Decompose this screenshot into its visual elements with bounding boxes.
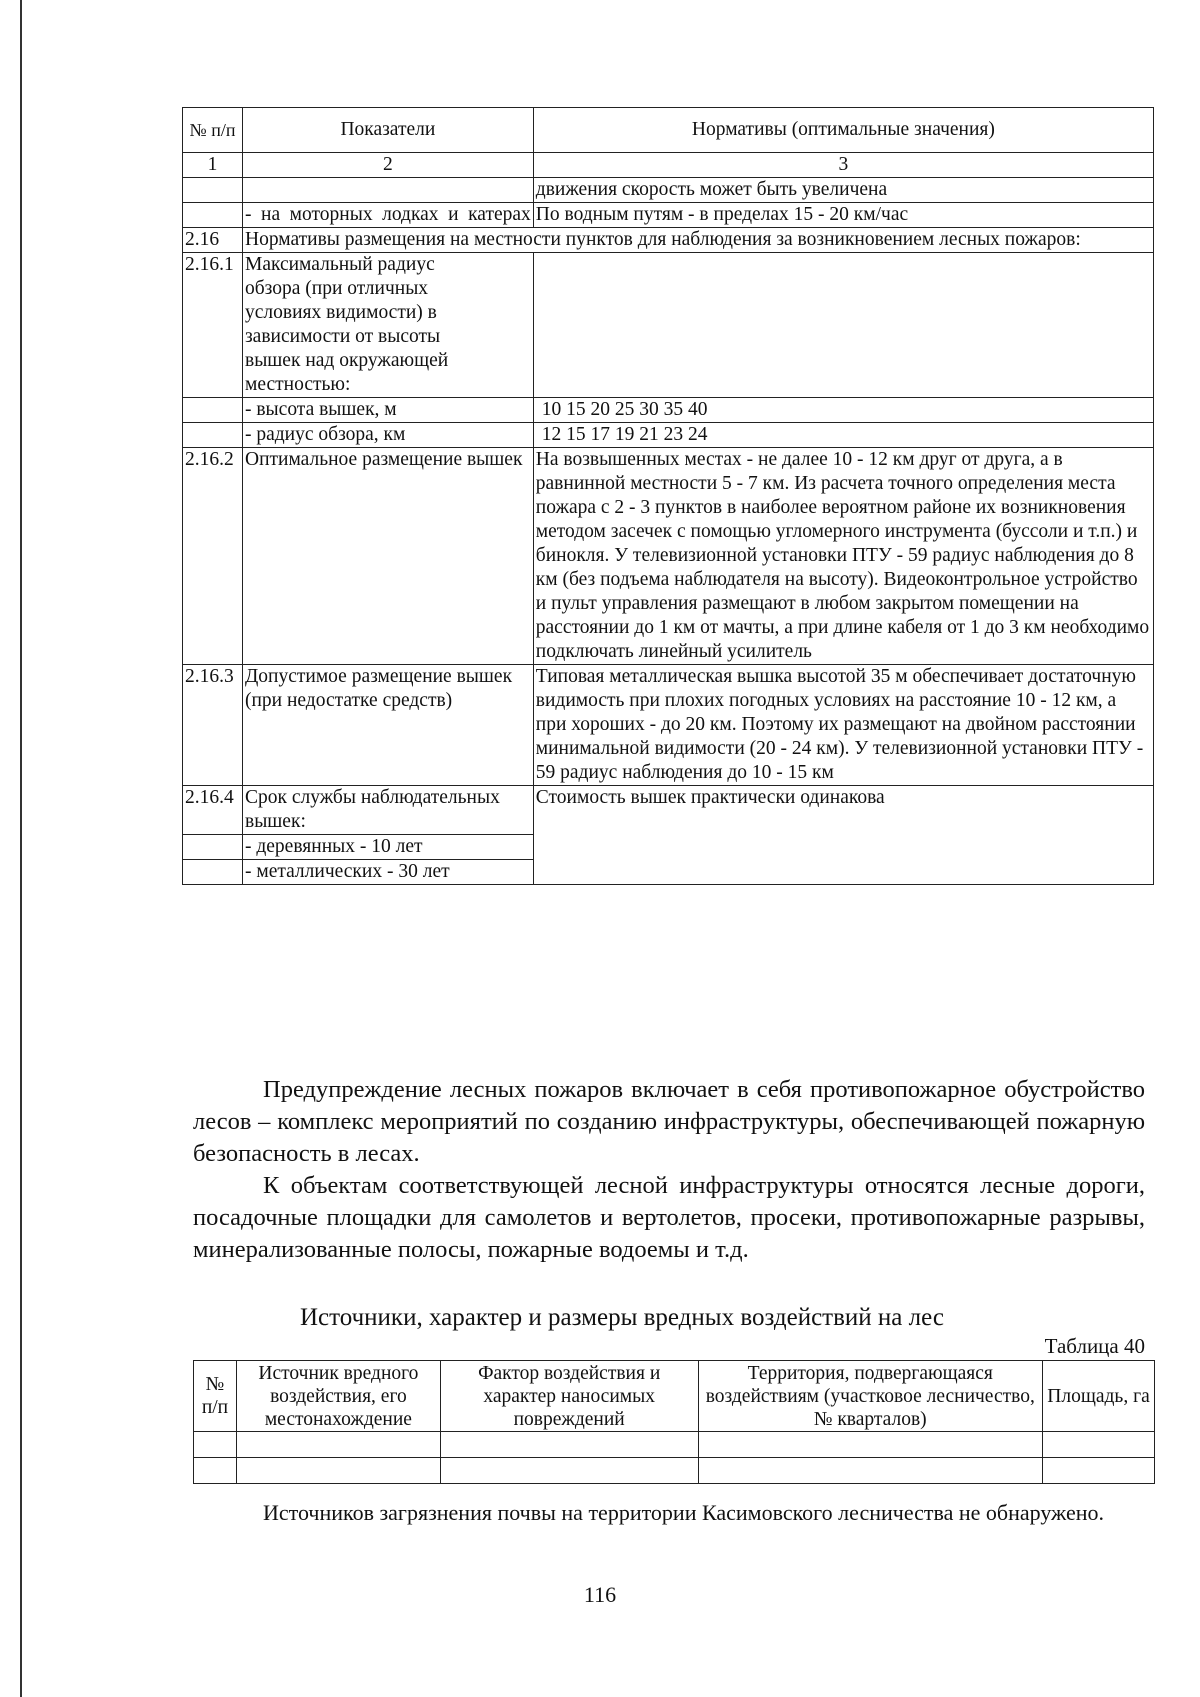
table-caption: Источники, характер и размеры вредных воздействий на лес bbox=[300, 1304, 944, 1331]
body-paragraphs bbox=[193, 1074, 1145, 1266]
table-row bbox=[183, 253, 1154, 398]
header-factor: Фактор воздействия и характер наносимых повреждений bbox=[440, 1361, 698, 1432]
row-num: 2.16.2 bbox=[183, 448, 243, 665]
closing-note bbox=[193, 1498, 1145, 1527]
row-num: 2.16.4 bbox=[183, 786, 243, 835]
page-number: 116 bbox=[583, 1582, 617, 1607]
col-number-2: 2 bbox=[242, 153, 533, 178]
row-indicator: Оптимальное размещение вышек bbox=[242, 448, 533, 665]
row-value: На возвышенных местах - не далее 10 - 12 км друг от друга, а в равнинной местности 5 - 7 км. Из расчета точного определения места пожара с 2 - 3 пунктов в наиболее вероятном районе их возникновения методом засечек с помощью угломерного инструмента (буссоли и т.п.) и бинокля. У телевизионной установки ПТУ - 59 радиус наблюдения до 8 км (без подъема наблюдателя на высоту). Видеоконтрольное устройство и пульт управления размещают в любом закрытом помещении на расстоянии до 1 км от мачты, а при длине кабеля от 1 до 3 км необходимо подключать линейный усилитель bbox=[533, 448, 1153, 665]
row-value: По водным путям - в пределах 15 - 20 км/час bbox=[533, 203, 1153, 228]
row-indicator: Срок службы наблюдательных вышек: bbox=[242, 786, 533, 835]
row-value bbox=[533, 253, 1153, 398]
header-num: № п/п bbox=[183, 108, 243, 153]
empty-cell bbox=[194, 1432, 237, 1458]
row-indicator: - радиус обзора, км bbox=[242, 423, 533, 448]
table-row bbox=[194, 1432, 1155, 1458]
header-territory: Территория, подвергающаяся воздействиям (участковое лесничество, № кварталов) bbox=[698, 1361, 1043, 1432]
table-row bbox=[194, 1458, 1155, 1484]
row-indicator: - на моторных лодках и катерах bbox=[242, 203, 533, 228]
row-num: 2.16.3 bbox=[183, 665, 243, 786]
table-row bbox=[183, 423, 1154, 448]
header-num: № п/п bbox=[194, 1361, 237, 1432]
empty-cell bbox=[236, 1458, 440, 1484]
table-row bbox=[183, 203, 1154, 228]
table-row bbox=[183, 665, 1154, 786]
row-indicator: - деревянных - 10 лет bbox=[242, 835, 533, 860]
row-value: 10 15 20 25 30 35 40 bbox=[533, 398, 1153, 423]
table-row bbox=[183, 228, 1154, 253]
row-value: Типовая металлическая вышка высотой 35 м обеспечивает достаточную видимость при плохих погодных условиях на расстояние 10 - 12 км, а при хороших - до 20 км. Поэтому их размещают на двойном расстоянии минимальной видимости (20 - 24 км). У телевизионной установки ПТУ - 59 радиус наблюдения до 10 - 15 км bbox=[533, 665, 1153, 786]
table-row bbox=[183, 786, 1154, 835]
norms-table bbox=[182, 107, 1154, 885]
row-value: 12 15 17 19 21 23 24 bbox=[533, 423, 1153, 448]
col-number-3: 3 bbox=[533, 153, 1153, 178]
header-source: Источник вредного воздействия, его местонахождение bbox=[236, 1361, 440, 1432]
row-indicator: - высота вышек, м bbox=[242, 398, 533, 423]
table-label: Таблица 40 bbox=[1044, 1334, 1145, 1358]
table-row bbox=[183, 178, 1154, 203]
column-number-row bbox=[183, 153, 1154, 178]
empty-cell bbox=[1043, 1432, 1155, 1458]
impact-table bbox=[193, 1360, 1155, 1484]
row-indicator: - металлических - 30 лет bbox=[242, 860, 533, 885]
empty-cell bbox=[698, 1458, 1043, 1484]
impact-table-header bbox=[194, 1361, 1155, 1432]
closing-paragraph: Источников загрязнения почвы на территории Касимовского лесничества не обнаружено. bbox=[263, 1500, 1105, 1525]
empty-cell bbox=[194, 1458, 237, 1484]
norms-table-header bbox=[183, 108, 1154, 153]
header-area: Площадь, га bbox=[1043, 1361, 1155, 1432]
row-indicator: Допустимое размещение вышек (при недостатке средств) bbox=[242, 665, 533, 786]
row-indicator bbox=[242, 178, 533, 203]
row-num bbox=[183, 178, 243, 203]
row-value: Стоимость вышек практически одинакова bbox=[533, 786, 1153, 885]
empty-cell bbox=[440, 1432, 698, 1458]
paragraph-fire-prevention: Предупреждение лесных пожаров включает в себя противопожарное обустройство лесов – комплекс мероприятий по созданию инфраструктуры, обеспечивающей пожарную безопасность в лесах. bbox=[193, 1076, 1145, 1167]
paragraph-infrastructure: К объектам соответствующей лесной инфраструктуры относятся лесные дороги, посадочные площадки для самолетов и вертолетов, просеки, противопожарные разрывы, минерализованные полосы, пожарные водоемы и т.д. bbox=[193, 1172, 1145, 1263]
row-num bbox=[183, 423, 243, 448]
empty-cell bbox=[1043, 1458, 1155, 1484]
row-value: движения скорость может быть увеличена bbox=[533, 178, 1153, 203]
row-num: 2.16 bbox=[183, 228, 243, 253]
row-num bbox=[183, 398, 243, 423]
row-num bbox=[183, 203, 243, 228]
col-number-1: 1 bbox=[183, 153, 243, 178]
row-num bbox=[183, 860, 243, 885]
empty-cell bbox=[440, 1458, 698, 1484]
empty-cell bbox=[698, 1432, 1043, 1458]
empty-cell bbox=[236, 1432, 440, 1458]
row-num bbox=[183, 835, 243, 860]
table-row bbox=[183, 398, 1154, 423]
table-row bbox=[183, 448, 1154, 665]
row-section-title: Нормативы размещения на местности пунктов для наблюдения за возникновением лесных пожаров: bbox=[242, 228, 1153, 253]
row-indicator: Максимальный радиус обзора (при отличных условиях видимости) в зависимости от высоты вышек над окружающей местностью: bbox=[242, 253, 533, 398]
header-indicators: Показатели bbox=[242, 108, 533, 153]
row-num: 2.16.1 bbox=[183, 253, 243, 398]
header-norms: Нормативы (оптимальные значения) bbox=[533, 108, 1153, 153]
